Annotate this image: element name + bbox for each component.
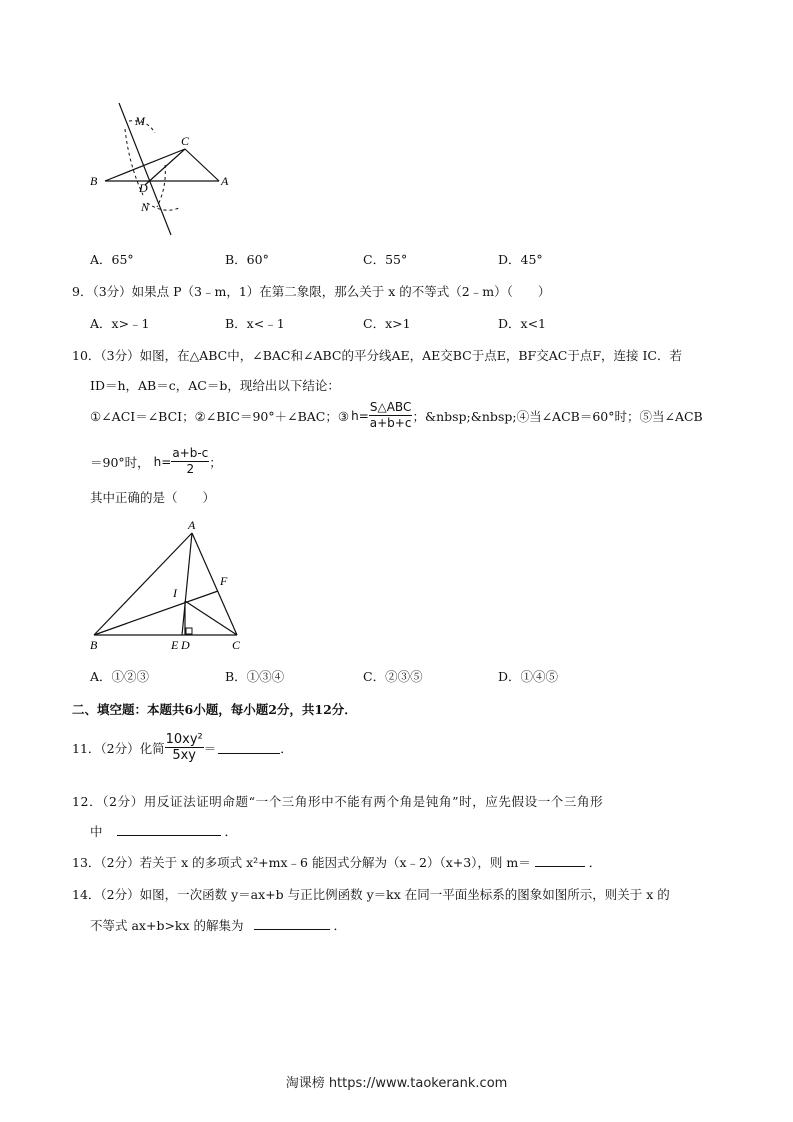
q13-end: ．	[588, 855, 602, 870]
q10-frac2-num: a+b-c	[172, 446, 209, 460]
q13-answer-blank[interactable]	[535, 854, 585, 867]
fig8-label-c: C	[181, 134, 190, 148]
section-2-heading: 二、填空题：本题共6小题，每小题2分，共12分．	[72, 702, 357, 717]
q10-option-b: B．①③④	[225, 669, 285, 684]
q11-end: ．	[280, 740, 293, 756]
fig8-label-d: D	[139, 181, 148, 195]
fig8-label-a: A	[221, 174, 229, 188]
q11-fraction	[165, 732, 204, 763]
q10-option-c: C．②③⑤	[363, 669, 423, 684]
q10-frac1-num: S△ABC	[369, 400, 412, 414]
fig8-label-m: M	[135, 114, 145, 128]
q10-fraction-5	[171, 446, 209, 477]
q8-figure	[85, 95, 245, 240]
q10-line1: 10．（3分）如图，在△ABC中，∠BAC和∠ABC的平分线AE，AE交BC于点E，BF交AC于点F，连接 IC．若	[72, 348, 682, 363]
q12-line1: 12．（2分）用反证法证明命题“一个三角形中不能有两个角是钝角”时，应先假设一个三角形	[72, 794, 604, 809]
q14-line1: 14．（2分）如图，一次函数 y＝ax+b 与正比例函数 y＝kx 在同一平面坐标系的图象如图所示，则关于 x 的	[72, 887, 670, 902]
q9-text: 9．（3分）如果点 P（3﹣m，1）在第二象限，那么关于 x 的不等式（2﹣m）（ ）	[72, 284, 551, 299]
q9-option-d: D．x<1	[498, 316, 546, 331]
q10-figure	[82, 515, 262, 655]
q10-line4-b: ；	[209, 454, 222, 470]
q10-option-a: A．①②③	[90, 669, 150, 684]
q12-line2-text: 中	[90, 824, 103, 839]
fig10-label-a: A	[188, 518, 196, 532]
q10-h-eq2: h=	[153, 454, 172, 469]
fig10-label-b: B	[90, 638, 98, 652]
q14-line2	[90, 916, 346, 934]
q10-frac2-den: 2	[186, 462, 195, 476]
q10-line3-a: ①∠ACI＝∠BCI；②∠BIC＝90°＋∠BAC；③	[90, 408, 350, 424]
q10-line3-b: ；&nbsp;&nbsp;④当∠ACB＝60°时；⑤当∠ACB	[412, 408, 703, 424]
fig8-label-n: N	[141, 200, 150, 214]
q11-answer-blank[interactable]	[218, 741, 280, 754]
q13-text: 13．（2分）若关于 x 的多项式 x²+mx﹣6 能因式分解为（x﹣2）（x+3），则 m＝	[72, 855, 531, 870]
q11-den: 5xy	[172, 748, 197, 763]
q14-answer-blank[interactable]	[254, 917, 330, 930]
q8-option-c: C．55°	[363, 252, 408, 267]
q13	[72, 853, 601, 871]
q11	[72, 732, 293, 763]
q10-line3	[90, 400, 703, 431]
q8-option-b: B．60°	[225, 252, 269, 267]
q10-line4-a: ＝90°时，	[90, 454, 150, 470]
q10-h-eq1: h=	[351, 408, 369, 423]
fig10-label-i: I	[173, 586, 177, 600]
fig10-label-c: C	[232, 638, 241, 652]
q11-prefix: 11．（2分）化简	[72, 740, 165, 756]
footer-watermark: 淘课榜 https://www.taokerank.com	[285, 1076, 508, 1091]
fig10-label-f: F	[220, 574, 228, 588]
q12-end: ．	[224, 824, 237, 839]
q10-frac1-den: a+b+c	[369, 416, 412, 430]
q10-line2: ID＝h，AB＝c，AC＝b，现给出以下结论：	[90, 378, 340, 393]
q12-answer-blank[interactable]	[117, 823, 221, 836]
q14-end: ．	[333, 918, 347, 933]
q8-option-a: A．65°	[90, 252, 134, 267]
q10-line4	[90, 446, 222, 477]
q9-option-c: C．x>1	[363, 316, 411, 331]
q11-suffix: ＝	[203, 740, 217, 756]
q12-line2	[90, 822, 237, 840]
q10-line5: 其中正确的是（ ）	[90, 490, 216, 505]
fig8-label-b: B	[90, 174, 98, 188]
q11-num: 10xy²	[165, 732, 203, 747]
fig10-label-e: E	[171, 638, 179, 652]
fig10-label-d: D	[181, 638, 190, 652]
q14-line2-text: 不等式 ax+b>kx 的解集为	[90, 918, 244, 933]
q8-option-d: D．45°	[498, 252, 543, 267]
q10-fraction-3	[369, 400, 413, 431]
q9-option-a: A．x>﹣1	[90, 316, 150, 331]
q10-option-d: D．①④⑤	[498, 669, 559, 684]
q9-option-b: B．x<﹣1	[225, 316, 285, 331]
